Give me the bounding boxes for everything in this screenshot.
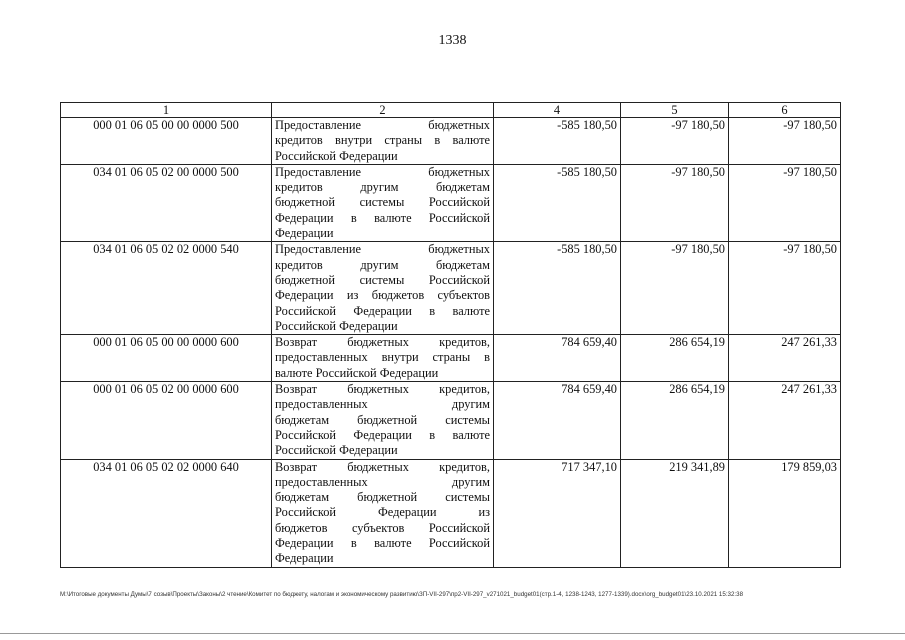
amount-col-5-cell: 286 654,19 — [621, 382, 729, 459]
amount-col-6-cell: -97 180,50 — [729, 164, 841, 241]
description-line: Возврат бюджетных кредитов, — [275, 459, 490, 474]
description-line: бюджетам бюджетной системы — [275, 412, 490, 427]
description-line: предоставленных другим — [275, 397, 490, 412]
description-line: кредитов другим бюджетам — [275, 180, 490, 195]
description-line: Предоставление бюджетных — [275, 242, 490, 257]
budget-code-cell: 000 01 06 05 00 00 0000 500 — [61, 118, 272, 165]
amount-col-5-cell: -97 180,50 — [621, 118, 729, 165]
description-line: Российской Федерации в валюте — [275, 427, 490, 442]
description-line: Возврат бюджетных кредитов, — [275, 335, 490, 350]
amount-col-5-cell: 219 341,89 — [621, 459, 729, 567]
table-body — [61, 118, 841, 568]
page-number: 1338 — [438, 33, 467, 48]
amount-col-5-cell: 286 654,19 — [621, 335, 729, 382]
description-line: Федерации из бюджетов субъектов — [275, 288, 490, 303]
table-header-row — [61, 103, 841, 118]
description-line: кредитов внутри страны в валюте — [275, 133, 490, 148]
table-row — [61, 382, 841, 459]
description-cell — [272, 382, 494, 459]
table-row — [61, 118, 841, 165]
header-col-1: 1 — [61, 103, 272, 118]
amount-col-4-cell: -585 180,50 — [494, 164, 621, 241]
amount-col-4-cell: 717 347,10 — [494, 459, 621, 567]
header-col-2: 2 — [272, 103, 494, 118]
table-row — [61, 242, 841, 335]
document-file-path: М:\Итоговые документы Думы\7 созыв\Проекты\Законы\2 чтение\Комитет по бюджету, налогам и экономическому развитию\ЗП-VII-297\пр2-VII-297_v271021_budget01(стр.1-4, 1238-1243, 1277-1339).docx\org_budget01\23.10.2021 15:32:38 — [60, 591, 744, 598]
budget-code-cell: 000 01 06 05 00 00 0000 600 — [61, 335, 272, 382]
table-row — [61, 459, 841, 567]
budget-code-cell: 034 01 06 05 02 00 0000 500 — [61, 164, 272, 241]
header-col-4: 4 — [494, 103, 621, 118]
amount-col-6-cell: 179 859,03 — [729, 459, 841, 567]
description-line: Российской Федерации из — [275, 505, 490, 520]
amount-col-6-cell: 247 261,33 — [729, 382, 841, 459]
amount-col-5-cell: -97 180,50 — [621, 242, 729, 335]
amount-col-4-cell: 784 659,40 — [494, 335, 621, 382]
description-line: предоставленных внутри страны в — [275, 350, 490, 365]
table-row — [61, 164, 841, 241]
description-cell — [272, 118, 494, 165]
description-line: кредитов другим бюджетам — [275, 257, 490, 272]
description-line: Российской Федерации в валюте — [275, 303, 490, 318]
description-cell — [272, 459, 494, 567]
description-cell — [272, 242, 494, 335]
description-line: Федерации — [275, 551, 334, 566]
description-line: бюджетной системы Российской — [275, 272, 490, 287]
description-line: Российской Федерации — [275, 318, 398, 333]
description-line: валюте Российской Федерации — [275, 365, 439, 380]
table-row — [61, 335, 841, 382]
description-line: Возврат бюджетных кредитов, — [275, 382, 490, 397]
description-line: Федерации в валюте Российской — [275, 210, 490, 225]
amount-col-6-cell: 247 261,33 — [729, 335, 841, 382]
description-cell — [272, 335, 494, 382]
amount-col-4-cell: 784 659,40 — [494, 382, 621, 459]
amount-col-4-cell: -585 180,50 — [494, 242, 621, 335]
description-line: Российской Федерации — [275, 148, 398, 163]
budget-code-cell: 000 01 06 05 02 00 0000 600 — [61, 382, 272, 459]
description-line: Федерации в валюте Российской — [275, 536, 490, 551]
description-cell — [272, 164, 494, 241]
description-line: Федерации — [275, 226, 334, 241]
budget-code-cell: 034 01 06 05 02 02 0000 640 — [61, 459, 272, 567]
header-col-5: 5 — [621, 103, 729, 118]
amount-col-4-cell: -585 180,50 — [494, 118, 621, 165]
amount-col-5-cell: -97 180,50 — [621, 164, 729, 241]
description-line: Предоставление бюджетных — [275, 118, 490, 132]
description-line: бюджетов субъектов Российской — [275, 520, 490, 535]
description-line: предоставленных другим — [275, 474, 490, 489]
budget-code-cell: 034 01 06 05 02 02 0000 540 — [61, 242, 272, 335]
amount-col-6-cell: -97 180,50 — [729, 118, 841, 165]
description-line: бюджетам бюджетной системы — [275, 490, 490, 505]
description-line: Предоставление бюджетных — [275, 164, 490, 179]
bottom-rule — [0, 633, 905, 634]
budget-sources-table — [60, 102, 841, 568]
amount-col-6-cell: -97 180,50 — [729, 242, 841, 335]
header-col-6: 6 — [729, 103, 841, 118]
description-line: бюджетной системы Российской — [275, 195, 490, 210]
description-line: Российской Федерации — [275, 443, 398, 458]
